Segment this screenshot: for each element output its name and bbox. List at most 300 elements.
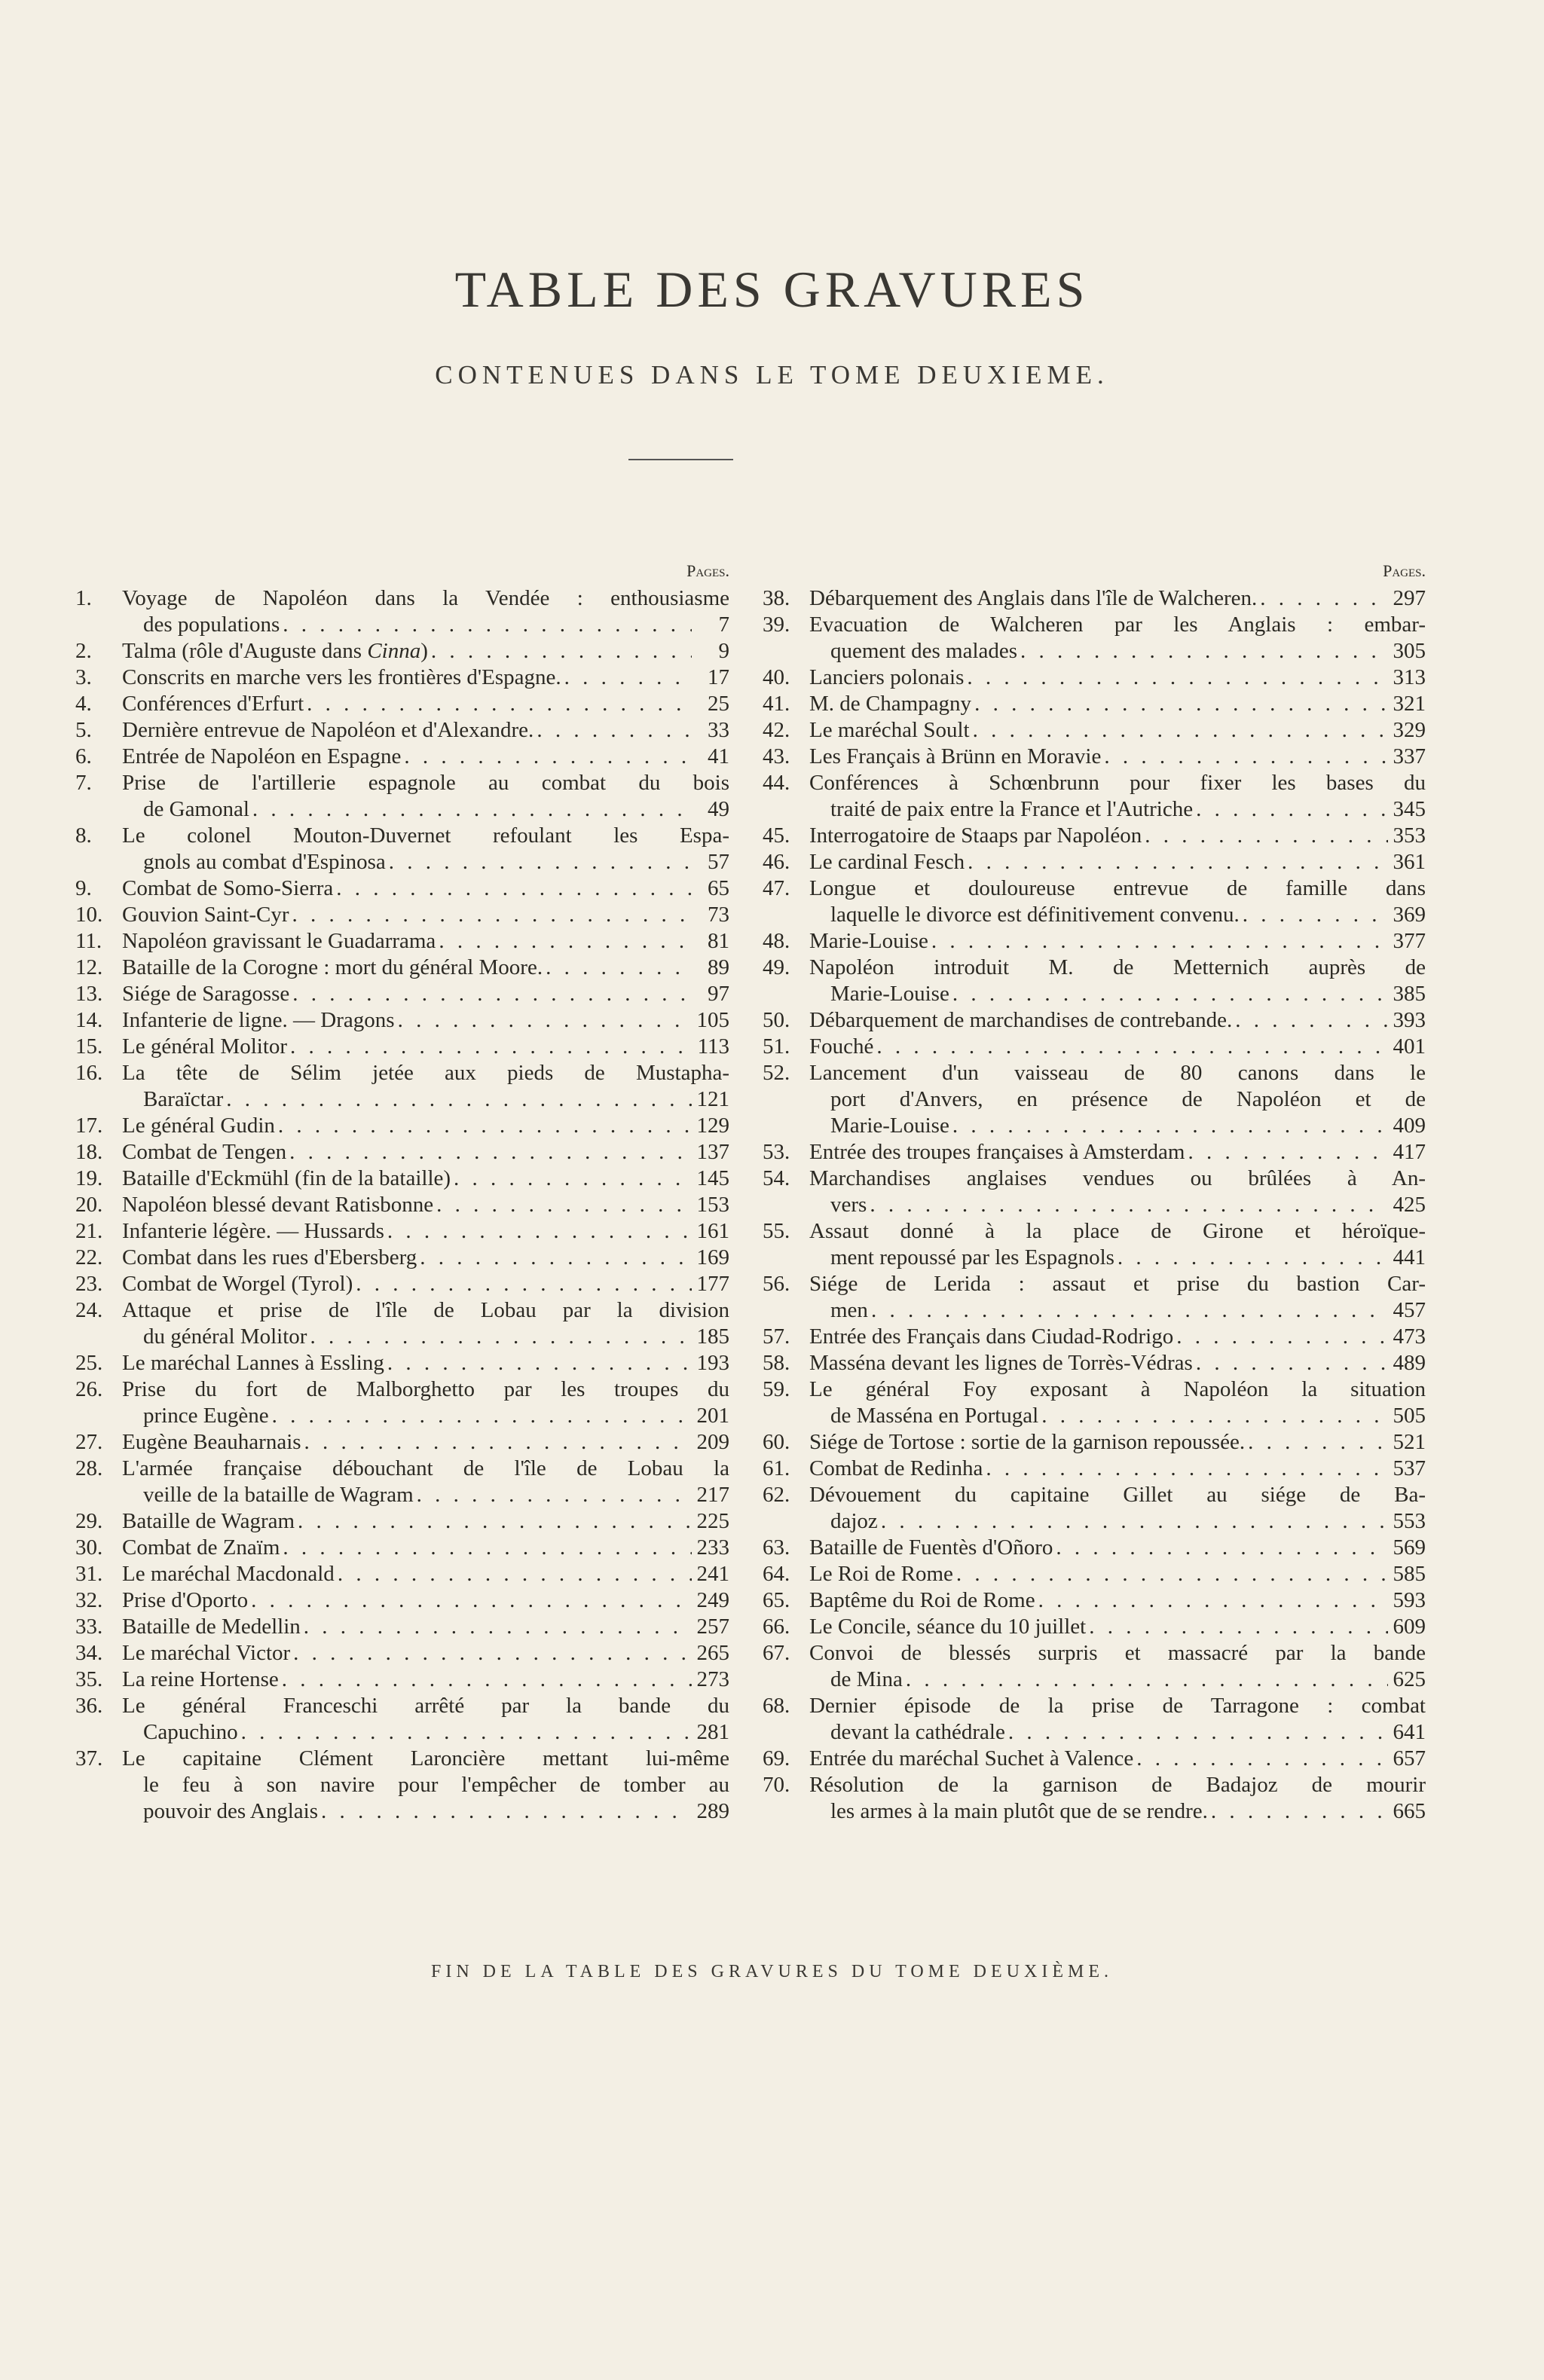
entry-title-line: port d'Anvers, en présence de Napoléon et de <box>830 1087 1426 1111</box>
dot-leader <box>1142 823 1388 849</box>
toc-entry <box>763 612 1426 665</box>
entry-title-line: Convoi de blessés surpris et massacré par la bande <box>809 1641 1426 1665</box>
entry-number: 33. <box>75 1615 103 1639</box>
toc-entry <box>763 1456 1426 1482</box>
entry-last-line <box>122 1245 729 1271</box>
entry-page-number: 81 <box>708 929 729 953</box>
entry-page-number: 7 <box>718 613 729 637</box>
table-column-right <box>763 561 1426 1825</box>
entry-title-line: Marchandises anglaises vendues ou brûlées à An- <box>809 1166 1426 1190</box>
entry-title-line: Marie-Louise <box>830 1114 949 1138</box>
entry-number: 34. <box>75 1641 103 1665</box>
entry-title-line: du général Molitor <box>143 1324 307 1349</box>
entry-last-line <box>122 928 729 955</box>
entry-last-line <box>122 1271 729 1297</box>
entry-page-number: 281 <box>696 1720 729 1744</box>
dot-leader <box>964 665 1388 691</box>
dot-leader <box>307 1324 692 1350</box>
entry-title-line: Interrogatoire de Staaps par Napoléon <box>809 823 1142 848</box>
entry-number: 70. <box>763 1773 790 1797</box>
entry-title-line: Combat de Somo-Sierra <box>122 876 334 900</box>
entry-number: 58. <box>763 1351 790 1375</box>
entry-last-line <box>809 1719 1426 1746</box>
entry-page-number: 113 <box>697 1034 729 1059</box>
entry-title-line: Longue et douloureuse entrevue de famille dans <box>809 876 1426 900</box>
dot-leader <box>965 849 1388 875</box>
entry-title-line: Assaut donné à la place de Girone et héroïque- <box>809 1219 1426 1243</box>
entry-last-line <box>809 1139 1426 1166</box>
dot-leader <box>1114 1245 1388 1271</box>
toc-entry <box>75 1007 729 1034</box>
entry-title-line: Les Français à Brünn en Moravie <box>809 744 1102 768</box>
dot-leader <box>223 1086 692 1113</box>
dot-leader <box>873 1034 1388 1060</box>
entry-number: 19. <box>75 1166 103 1190</box>
toc-entry <box>763 691 1426 717</box>
entry-number: 12. <box>75 955 103 979</box>
toc-entry <box>763 1166 1426 1218</box>
entry-page-number: 249 <box>696 1588 729 1612</box>
entry-number: 37. <box>75 1746 103 1770</box>
dot-leader <box>1133 1746 1388 1772</box>
dot-leader <box>384 1350 692 1376</box>
toc-entry <box>75 1456 729 1508</box>
entry-list-left <box>75 585 729 1825</box>
entry-title-line: Capuchino <box>143 1720 238 1744</box>
entry-number: 24. <box>75 1298 103 1322</box>
entry-number: 56. <box>763 1272 790 1296</box>
dot-leader <box>238 1719 692 1746</box>
dot-leader <box>1101 744 1388 770</box>
page-subtitle: CONTENUES DANS LE TOME DEUXIEME. <box>435 360 1109 390</box>
toc-entry <box>75 1060 729 1113</box>
entry-page-number: 25 <box>708 692 729 716</box>
entry-last-line <box>122 1324 729 1350</box>
entry-number: 68. <box>763 1694 790 1718</box>
entry-page-number: 193 <box>696 1351 729 1375</box>
entry-last-line <box>122 1482 729 1508</box>
entry-title-line: vers <box>830 1193 867 1217</box>
entry-page-number: 201 <box>696 1404 729 1428</box>
entry-last-line <box>809 1192 1426 1218</box>
dot-leader <box>428 638 692 665</box>
entry-number: 2. <box>75 639 92 663</box>
entry-last-line <box>122 1034 729 1060</box>
entry-title-line: Conscrits en marche vers les frontières d'Espagne. <box>122 665 561 689</box>
entry-number: 3. <box>75 665 92 689</box>
entry-last-line <box>809 1245 1426 1271</box>
entry-last-line <box>809 1746 1426 1772</box>
entry-last-line <box>809 1587 1426 1614</box>
entry-number: 25. <box>75 1351 103 1375</box>
entry-title-line: Siége de Tortose : sortie de la garnison repoussée. <box>809 1430 1246 1454</box>
entry-title-line: Marie-Louise <box>809 929 928 953</box>
toc-entry <box>75 585 729 638</box>
entry-number: 5. <box>75 718 92 742</box>
entry-title-line: Prise du fort de Malborghetto par les troupes du <box>122 1377 729 1401</box>
dot-leader <box>289 902 692 928</box>
toc-entry <box>763 1218 1426 1271</box>
pages-header: Pages. <box>1383 561 1426 580</box>
entry-page-number: 553 <box>1393 1509 1426 1533</box>
dot-leader <box>248 1587 692 1614</box>
entry-last-line <box>809 981 1426 1007</box>
entry-title-line: les armes à la main plutôt que de se rendre. <box>830 1799 1208 1823</box>
toc-entry <box>75 875 729 902</box>
entry-last-line <box>809 638 1426 665</box>
dot-leader <box>949 981 1388 1007</box>
entry-page-number: 17 <box>708 665 729 689</box>
entry-page-number: 401 <box>1393 1034 1426 1059</box>
toc-entry <box>75 1271 729 1297</box>
entry-last-line <box>809 1034 1426 1060</box>
entry-page-number: 473 <box>1393 1324 1426 1349</box>
dot-leader <box>1245 1429 1388 1456</box>
entry-last-line <box>809 744 1426 770</box>
entry-number: 69. <box>763 1746 790 1770</box>
entry-page-number: 177 <box>696 1272 729 1296</box>
dot-leader <box>561 665 692 691</box>
entry-last-line <box>809 1113 1426 1139</box>
entry-number: 64. <box>763 1562 790 1586</box>
dot-leader <box>983 1456 1388 1482</box>
toc-entry <box>763 1561 1426 1587</box>
dot-leader <box>868 1297 1388 1324</box>
entry-title-line: Masséna devant les lignes de Torrès-Védras <box>809 1351 1193 1375</box>
entry-page-number: 289 <box>696 1799 729 1823</box>
entry-last-line <box>122 638 729 665</box>
entry-title-line: Gouvion Saint-Cyr <box>122 903 289 927</box>
entry-last-line <box>122 981 729 1007</box>
entry-number: 18. <box>75 1140 103 1164</box>
entry-last-line <box>122 1350 729 1376</box>
dot-leader <box>1193 1350 1388 1376</box>
entry-title-line: Le colonel Mouton-Duvernet refoulant les Espa- <box>122 823 729 848</box>
dot-leader <box>286 1139 692 1166</box>
entry-page-number: 273 <box>696 1667 729 1691</box>
entry-number: 6. <box>75 744 92 768</box>
dot-leader <box>304 691 692 717</box>
entry-title-line: Le maréchal Macdonald <box>122 1562 335 1586</box>
toc-entry <box>763 744 1426 770</box>
entry-number: 55. <box>763 1219 790 1243</box>
entry-last-line <box>122 875 729 902</box>
toc-entry <box>763 928 1426 955</box>
toc-entry <box>75 717 729 744</box>
entry-last-line <box>122 1561 729 1587</box>
toc-entry <box>75 1614 729 1640</box>
entry-last-line <box>122 1587 729 1614</box>
toc-entry <box>75 1746 729 1825</box>
entry-page-number: 49 <box>708 797 729 821</box>
entry-last-line <box>809 1297 1426 1324</box>
entry-number: 16. <box>75 1061 103 1085</box>
entry-last-line <box>809 1456 1426 1482</box>
entry-number: 48. <box>763 929 790 953</box>
entry-last-line <box>809 1614 1426 1640</box>
toc-entry <box>75 1218 729 1245</box>
entry-page-number: 585 <box>1393 1562 1426 1586</box>
entry-page-number: 569 <box>1393 1535 1426 1560</box>
entry-title-line: Le capitaine Clément Laroncière mettant lui-même <box>122 1746 729 1770</box>
toc-entry <box>75 1113 729 1139</box>
entry-title-line: Siége de Lerida : assaut et prise du bastion Car- <box>809 1272 1426 1296</box>
toc-entry <box>75 1587 729 1614</box>
entry-last-line <box>809 717 1426 744</box>
toc-entry <box>75 1245 729 1271</box>
entry-last-line <box>122 744 729 770</box>
dot-leader <box>543 955 692 981</box>
entry-number: 21. <box>75 1219 103 1243</box>
entry-title-line: Combat de Worgel (Tyrol) <box>122 1272 353 1296</box>
entry-title-line: Voyage de Napoléon dans la Vendée : enthousiasme <box>122 586 729 610</box>
toc-entry <box>75 823 729 875</box>
entry-title-line: Fouché <box>809 1034 874 1059</box>
entry-title-line: Bataille de Wagram <box>122 1509 295 1533</box>
entry-last-line <box>809 1535 1426 1561</box>
entry-page-number: 297 <box>1393 586 1426 610</box>
toc-entry <box>763 1350 1426 1376</box>
entry-page-number: 377 <box>1393 929 1426 953</box>
entry-last-line <box>809 1007 1426 1034</box>
entry-last-line <box>809 1561 1426 1587</box>
toc-entry <box>75 638 729 665</box>
toc-entry <box>75 744 729 770</box>
entry-page-number: 505 <box>1393 1404 1426 1428</box>
dot-leader <box>1017 638 1388 665</box>
entry-page-number: 521 <box>1393 1430 1426 1454</box>
dot-leader <box>903 1667 1388 1693</box>
entry-last-line <box>122 1192 729 1218</box>
entry-page-number: 441 <box>1393 1245 1426 1269</box>
entry-title-line: men <box>830 1298 868 1322</box>
toc-entry <box>75 1139 729 1166</box>
entry-number: 39. <box>763 613 790 637</box>
dot-leader <box>289 981 692 1007</box>
entry-title-line: Siége de Saragosse <box>122 982 290 1006</box>
entry-title-line: Bataille de Medellin <box>122 1615 301 1639</box>
dot-leader <box>279 1667 692 1693</box>
entry-title-line: L'armée française débouchant de l'île de Lobau la <box>122 1456 729 1480</box>
entry-last-line <box>122 902 729 928</box>
entry-title-line: Baraïctar <box>143 1087 224 1111</box>
entry-number: 1. <box>75 586 92 610</box>
toc-entry <box>763 665 1426 691</box>
toc-entry <box>763 1271 1426 1324</box>
entry-title-line: le feu à son navire pour l'empêcher de tomber au <box>143 1773 729 1797</box>
entry-last-line <box>809 1798 1426 1825</box>
entry-number: 23. <box>75 1272 103 1296</box>
entry-title-line: veille de la bataille de Wagram <box>143 1483 414 1507</box>
toc-entry <box>763 1324 1426 1350</box>
entry-page-number: 73 <box>708 903 729 927</box>
toc-entry <box>75 928 729 955</box>
toc-entry <box>763 1139 1426 1166</box>
dot-leader <box>971 691 1388 717</box>
toc-entry <box>763 955 1426 1007</box>
entry-title-line: prince Eugène <box>143 1404 269 1428</box>
entry-title-line: Entrée des troupes françaises à Amsterdam <box>809 1140 1185 1164</box>
page-title: TABLE DES GRAVURES <box>454 261 1090 318</box>
dot-leader <box>335 1561 692 1587</box>
entry-last-line <box>809 1324 1426 1350</box>
entry-last-line <box>122 1508 729 1535</box>
dot-leader <box>275 1113 692 1139</box>
entry-page-number: 65 <box>708 876 729 900</box>
dot-leader <box>386 849 692 875</box>
dot-leader <box>970 717 1388 744</box>
entry-page-number: 185 <box>696 1324 729 1349</box>
entry-number: 15. <box>75 1034 103 1059</box>
entry-page-number: 9 <box>718 639 729 663</box>
entry-number: 60. <box>763 1430 790 1454</box>
dot-leader <box>414 1482 692 1508</box>
entry-last-line <box>122 665 729 691</box>
entry-title-line: Napoléon introduit M. de Metternich auprès de <box>809 955 1426 979</box>
entry-title-line: Combat de Znaïm <box>122 1535 280 1560</box>
entry-number: 65. <box>763 1588 790 1612</box>
entry-page-number: 161 <box>696 1219 729 1243</box>
entry-number: 44. <box>763 771 790 795</box>
entry-title-line: Le général Gudin <box>122 1114 275 1138</box>
toc-entry <box>75 1350 729 1376</box>
entry-last-line <box>122 1113 729 1139</box>
toc-entry <box>75 1376 729 1429</box>
entry-page-number: 145 <box>696 1166 729 1190</box>
toc-entry <box>763 1614 1426 1640</box>
entry-number: 30. <box>75 1535 103 1560</box>
entry-number: 31. <box>75 1562 103 1586</box>
entry-number: 13. <box>75 982 103 1006</box>
toc-entry <box>763 823 1426 849</box>
dot-leader <box>878 1508 1388 1535</box>
entry-number: 45. <box>763 823 790 848</box>
entry-last-line <box>122 1719 729 1746</box>
entry-title-line: Bataille d'Eckmühl (fin de la bataille) <box>122 1166 451 1190</box>
dot-leader <box>318 1798 692 1825</box>
entry-last-line <box>122 691 729 717</box>
toc-entry <box>763 717 1426 744</box>
entry-title-line: Entrée des Français dans Ciudad-Rodrigo <box>809 1324 1174 1349</box>
dot-leader <box>953 1561 1388 1587</box>
dot-leader <box>949 1113 1388 1139</box>
entry-title-line: laquelle le divorce est définitivement convenu. <box>830 903 1240 927</box>
entry-title-line: Dernière entrevue de Napoléon et d'Alexandre. <box>122 718 534 742</box>
entry-page-number: 385 <box>1393 982 1426 1006</box>
entry-last-line <box>122 1429 729 1456</box>
dot-leader <box>1053 1535 1388 1561</box>
dot-leader <box>534 717 692 744</box>
entry-number: 22. <box>75 1245 103 1269</box>
entry-page-number: 657 <box>1393 1746 1426 1770</box>
dot-leader <box>1208 1798 1388 1825</box>
entry-last-line <box>809 849 1426 875</box>
entry-number: 47. <box>763 876 790 900</box>
entry-last-line <box>809 665 1426 691</box>
toc-entry <box>75 691 729 717</box>
entry-page-number: 537 <box>1393 1456 1426 1480</box>
entry-title-line: Le général Franceschi arrêté par la bande du <box>122 1694 729 1718</box>
entry-title-line: Talma (rôle d'Auguste dans Cinna) <box>122 639 428 663</box>
entry-page-number: 641 <box>1393 1720 1426 1744</box>
entry-title-line: Le cardinal Fesch <box>809 850 965 874</box>
entry-number: 7. <box>75 771 92 795</box>
dot-leader <box>333 875 692 902</box>
dot-leader <box>280 612 692 638</box>
entry-page-number: 345 <box>1393 797 1426 821</box>
entry-number: 62. <box>763 1483 790 1507</box>
toc-entry <box>763 1535 1426 1561</box>
dot-leader <box>417 1245 692 1271</box>
entry-page-number: 457 <box>1393 1298 1426 1322</box>
toc-entry <box>763 1587 1426 1614</box>
entry-title-line: Lancement d'un vaisseau de 80 canons dans le <box>809 1061 1426 1085</box>
dot-leader <box>1005 1719 1388 1746</box>
entry-page-number: 609 <box>1393 1615 1426 1639</box>
entry-title-line: Le Roi de Rome <box>809 1562 953 1586</box>
toc-entry <box>75 1192 729 1218</box>
toc-entry <box>75 1535 729 1561</box>
toc-entry <box>75 770 729 823</box>
toc-entry <box>763 1746 1426 1772</box>
entry-page-number: 417 <box>1393 1140 1426 1164</box>
entry-last-line <box>122 849 729 875</box>
entry-page-number: 153 <box>696 1193 729 1217</box>
dot-leader <box>433 1192 692 1218</box>
toc-entry <box>75 981 729 1007</box>
entry-page-number: 305 <box>1393 639 1426 663</box>
entry-last-line <box>122 1403 729 1429</box>
entry-page-number: 337 <box>1393 744 1426 768</box>
entry-last-line <box>809 823 1426 849</box>
entry-title-line: gnols au combat d'Espinosa <box>143 850 386 874</box>
entry-number: 41. <box>763 692 790 716</box>
entry-page-number: 313 <box>1393 665 1426 689</box>
toc-entry <box>763 1034 1426 1060</box>
entry-number: 11. <box>75 929 102 953</box>
entry-number: 4. <box>75 692 92 716</box>
dot-leader <box>301 1614 692 1640</box>
entry-last-line <box>809 902 1426 928</box>
entry-last-line <box>122 717 729 744</box>
entry-page-number: 121 <box>696 1087 729 1111</box>
entry-title-line: Prise d'Oporto <box>122 1588 249 1612</box>
entry-title-line: Marie-Louise <box>830 982 949 1006</box>
entry-number: 50. <box>763 1008 790 1032</box>
entry-number: 38. <box>763 586 790 610</box>
toc-entry <box>75 1034 729 1060</box>
entry-number: 67. <box>763 1641 790 1665</box>
toc-entry <box>75 1429 729 1456</box>
dot-leader <box>249 796 692 823</box>
dot-leader <box>384 1218 692 1245</box>
dot-leader <box>1257 585 1388 612</box>
entry-last-line <box>809 1508 1426 1535</box>
entry-number: 43. <box>763 744 790 768</box>
entry-page-number: 409 <box>1393 1114 1426 1138</box>
toc-entry <box>75 1508 729 1535</box>
entry-number: 20. <box>75 1193 103 1217</box>
dot-leader <box>280 1535 692 1561</box>
toc-entry <box>763 849 1426 875</box>
toc-entry <box>763 585 1426 612</box>
entry-title-line: Eugène Beauharnais <box>122 1430 301 1454</box>
toc-entry <box>763 1060 1426 1139</box>
entry-number: 42. <box>763 718 790 742</box>
entry-page-number: 33 <box>708 718 729 742</box>
entry-page-number: 233 <box>696 1535 729 1560</box>
entry-number: 52. <box>763 1061 790 1085</box>
